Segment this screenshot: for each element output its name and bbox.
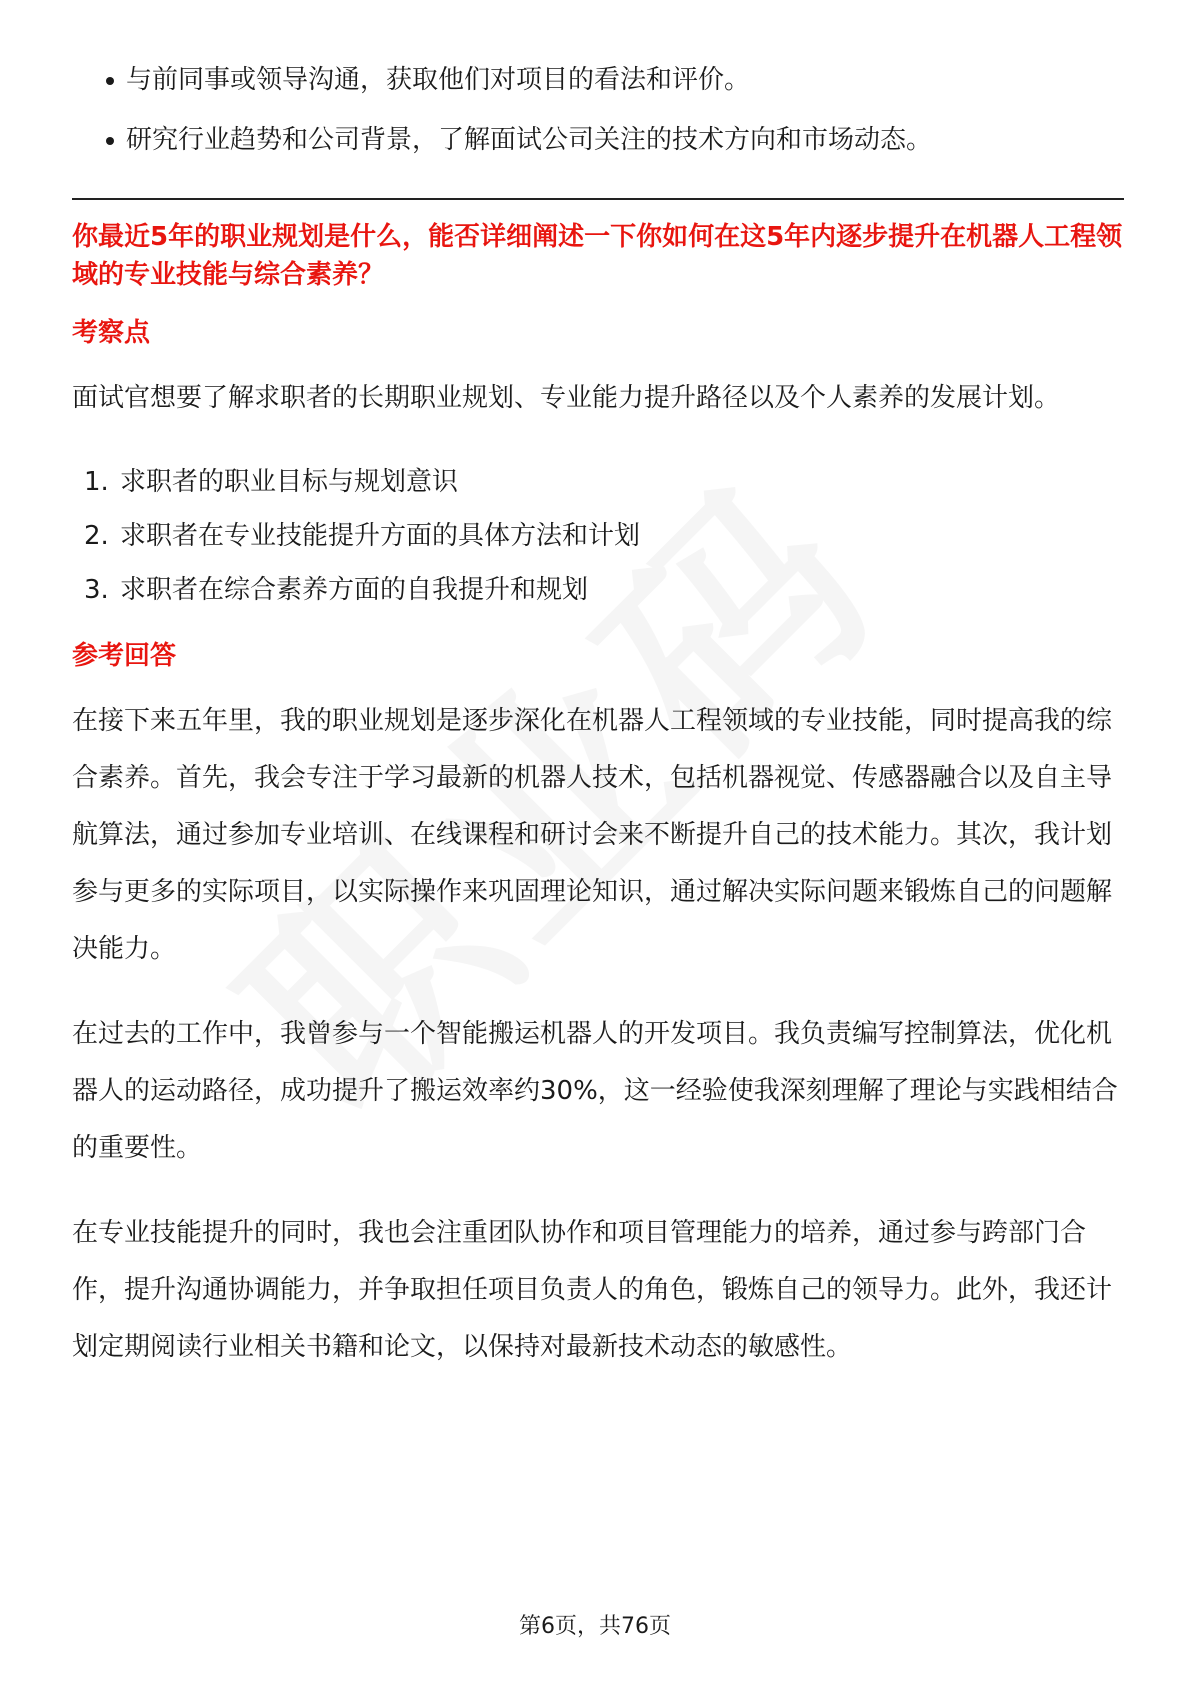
focus-points-list xyxy=(72,455,1124,617)
focus-title: 考察点 xyxy=(72,318,151,348)
list-item xyxy=(72,563,1124,617)
list-item xyxy=(72,509,1124,563)
focus-intro: 面试官想要了解求职者的长期职业规划、专业能力提升路径以及个人素养的发展计划。 xyxy=(72,383,1061,413)
answer-paragraph: 在过去的工作中，我曾参与一个智能搬运机器人的开发项目。我负责编写控制算法，优化机器人的运动路径，成功提升了搬运效率约30%，这一经验使我深刻理解了理论与实践相结合的重要性。 xyxy=(72,1019,1118,1163)
page-content xyxy=(72,60,1124,1404)
answer-paragraph: 在专业技能提升的同时，我也会注重团队协作和项目管理能力的培养，通过参与跨部门合作，提升沟通协调能力，并争取担任项目负责人的角色，锻炼自己的领导力。此外，我还计划定期阅读行业相关书籍和论文，以保持对最新技术动态的敏感性。 xyxy=(72,1218,1113,1362)
section-divider xyxy=(72,198,1124,200)
bullet-text: 研究行业趋势和公司背景，了解面试公司关注的技术方向和市场动态。 xyxy=(126,125,933,155)
point-number: 1. xyxy=(84,467,109,497)
list-item xyxy=(72,455,1124,509)
answer-paragraph: 在接下来五年里，我的职业规划是逐步深化在机器人工程领域的专业技能，同时提高我的综合素养。首先，我会专注于学习最新的机器人技术，包括机器视觉、传感器融合以及自主导航算法，通过参加专业培训、在线课程和研讨会来不断提升自己的技术能力。其次，我计划参与更多的实际项目，以实际操作来巩固理论知识，通过解决实际问题来锻炼自己的问题解决能力。 xyxy=(72,706,1113,964)
list-item xyxy=(72,120,1124,160)
point-number: 2. xyxy=(84,521,109,551)
point-text: 求职者在综合素养方面的自我提升和规划 xyxy=(120,575,589,605)
answer-title: 参考回答 xyxy=(72,641,177,671)
question-heading: 你最近5年的职业规划是什么，能否详细阐述一下你如何在这5年内逐步提升在机器人工程领域的专业技能与综合素养？ xyxy=(72,222,1123,290)
bullet-icon xyxy=(106,137,114,145)
point-text: 求职者在专业技能提升方面的具体方法和计划 xyxy=(120,521,641,551)
list-item xyxy=(72,60,1124,100)
bullet-text: 与前同事或领导沟通，获取他们对项目的看法和评价。 xyxy=(126,65,751,95)
top-bullet-list xyxy=(72,60,1124,160)
point-number: 3. xyxy=(84,575,109,605)
page-number-footer: 第6页，共76页 xyxy=(519,1614,671,1639)
bullet-icon xyxy=(106,77,114,85)
point-text: 求职者的职业目标与规划意识 xyxy=(120,467,459,497)
